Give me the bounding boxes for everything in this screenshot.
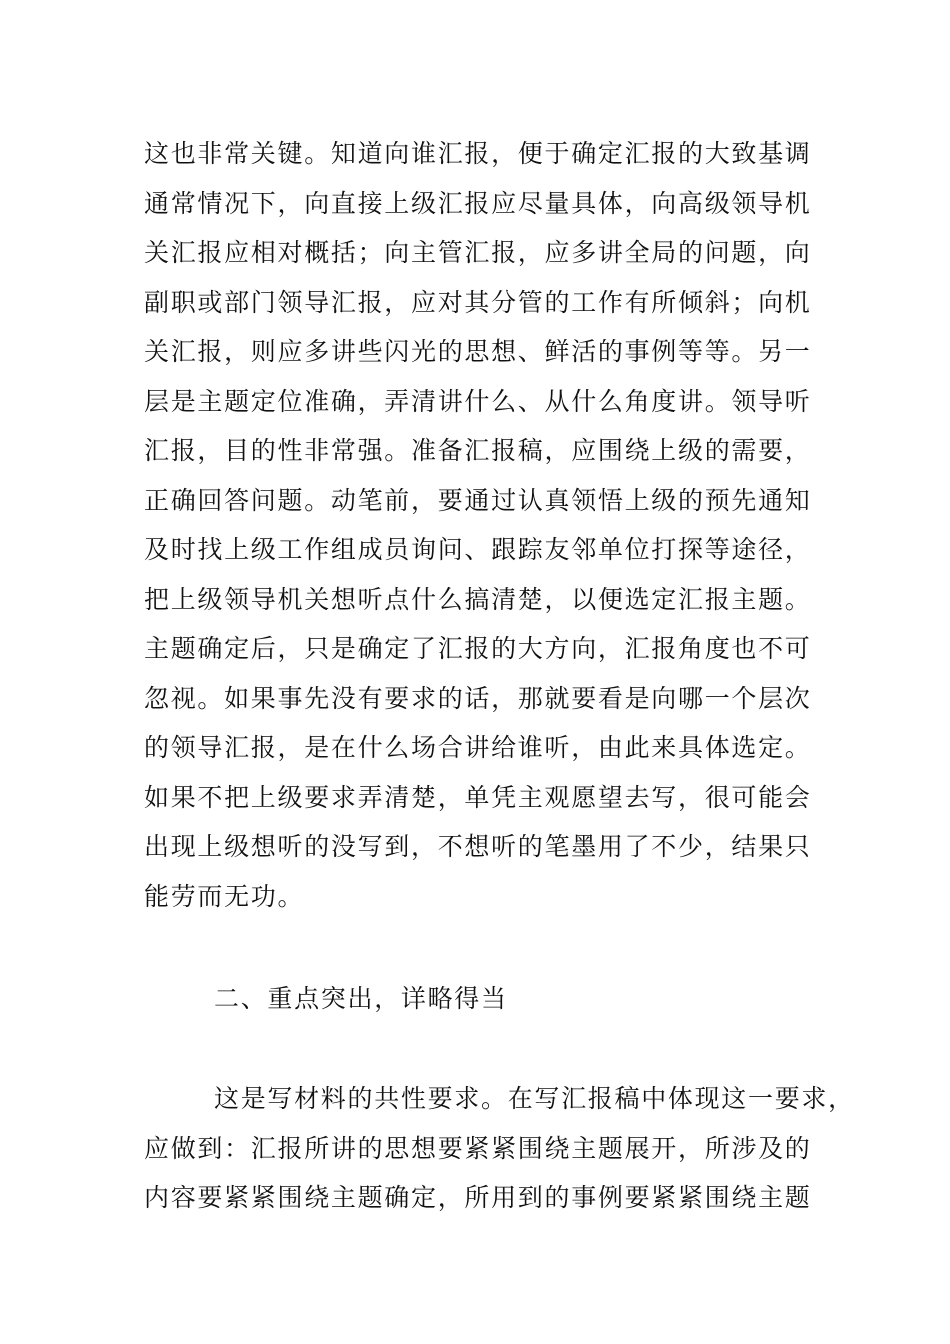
text-line: 关汇报应相对概括；向主管汇报，应多讲全局的问题，向	[144, 238, 812, 267]
text-line: 把上级领导机关想听点什么搞清楚，以便选定汇报主题。	[144, 585, 812, 614]
text-line: 层是主题定位准确，弄清讲什么、从什么角度讲。领导听	[144, 387, 812, 416]
text-line: 忽视。如果事先没有要求的话，那就要看是向哪一个层次	[144, 684, 812, 713]
text-line: 及时找上级工作组成员询问、跟踪友邻单位打探等途径，	[144, 535, 812, 564]
text-line: 汇报，目的性非常强。准备汇报稿，应围绕上级的需要，	[144, 436, 812, 465]
text-line: 正确回答问题。动笔前，要通过认真领悟上级的预先通知	[144, 486, 812, 515]
text-line: 内容要紧紧围绕主题确定，所用到的事例要紧紧围绕主题	[144, 1183, 812, 1212]
text-line: 应做到：汇报所讲的思想要紧紧围绕主题展开，所涉及的	[144, 1134, 812, 1163]
text-line: 能劳而无功。	[144, 882, 305, 911]
text-line: 关汇报，则应多讲些闪光的思想、鲜活的事例等等。另一	[144, 337, 812, 366]
text-line: 这也非常关键。知道向谁汇报，便于确定汇报的大致基调	[144, 139, 812, 168]
text-line: 副职或部门领导汇报，应对其分管的工作有所倾斜；向机	[144, 288, 812, 317]
text-line: 通常情况下，向直接上级汇报应尽量具体，向高级领导机	[144, 189, 812, 218]
section-heading: 二、重点突出，详略得当	[214, 984, 508, 1013]
text-line: 如果不把上级要求弄清楚，单凭主观愿望去写，很可能会	[144, 783, 812, 812]
text-line: 出现上级想听的没写到，不想听的笔墨用了不少，结果只	[144, 832, 812, 861]
text-line: 的领导汇报，是在什么场合讲给谁听，由此来具体选定。	[144, 733, 812, 762]
text-line: 这是写材料的共性要求。在写汇报稿中体现这一要求，	[214, 1084, 855, 1113]
text-line: 主题确定后，只是确定了汇报的大方向，汇报角度也不可	[144, 634, 812, 663]
